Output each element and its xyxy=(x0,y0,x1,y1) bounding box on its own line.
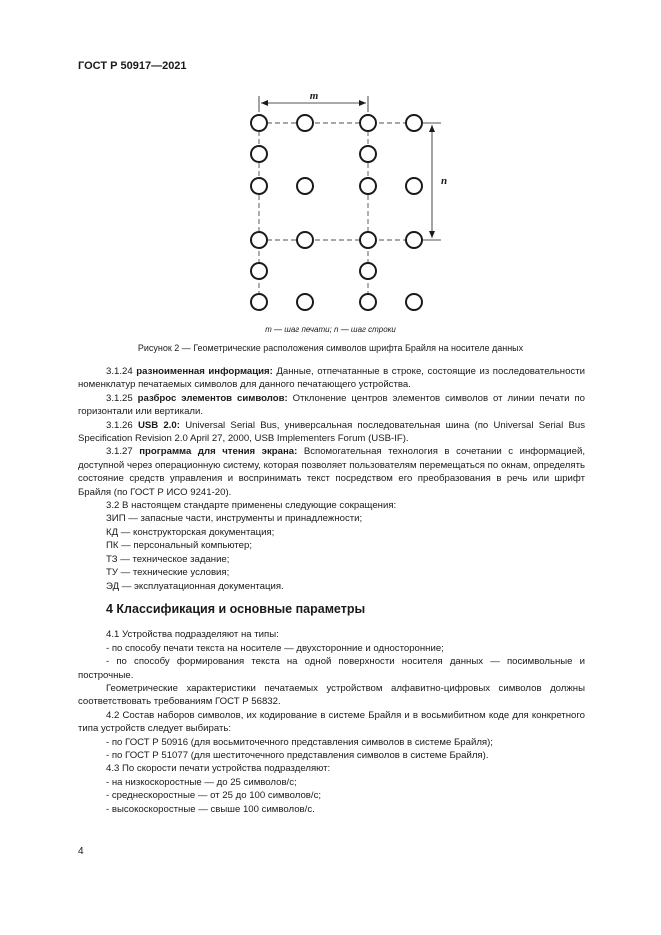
paragraph-4-3: 4.3 По скорости печати устройства подразделяют: xyxy=(106,763,331,775)
list-item: - по способу формирования текста на одной поверхности носителя данных — посимвольные и построчные. xyxy=(78,656,585,681)
dimension-n xyxy=(423,123,441,240)
list-item: - среднескоростные — от 25 до 100 символов/с; xyxy=(106,790,322,802)
abbreviation-item: КД — конструкторская документация; xyxy=(106,526,275,538)
dot xyxy=(406,294,422,310)
list-item: - высокоскоростные — свыше 100 символов/с. xyxy=(106,803,315,815)
dot xyxy=(251,146,267,162)
dot xyxy=(360,294,376,310)
abbreviation-item: ЗИП — запасные части, инструменты и принадлежности; xyxy=(106,513,363,525)
braille-diagram xyxy=(0,0,661,340)
grid-lines xyxy=(259,123,414,304)
dot xyxy=(251,115,267,131)
dot xyxy=(297,178,313,194)
document-body xyxy=(78,365,585,816)
dot xyxy=(251,178,267,194)
dot xyxy=(360,178,376,194)
definition-3-1-26: 3.1.26 USB 2.0: Universal Serial Bus, универсальная последовательная шина (по Universal Serial Bus Specification Revision 2.0 April 27, 2000, USB Implementers Forum (USB-IF). xyxy=(78,419,586,445)
dot xyxy=(360,146,376,162)
abbreviation-item: ТУ — технические условия; xyxy=(106,567,230,579)
list-item: - по ГОСТ Р 51077 (для шеститочечного представления символов в системе Брайля). xyxy=(106,749,489,761)
braille-dots xyxy=(251,115,422,310)
dot xyxy=(251,294,267,310)
dot xyxy=(406,232,422,248)
dot xyxy=(360,232,376,248)
abbreviations-intro: 3.2 В настоящем стандарте применены следующие сокращения: xyxy=(106,500,397,512)
definition-3-1-27: 3.1.27 программа для чтения экрана: Вспомогательная технология в сочетании с информацией, доступной через операционную систему, которая позволяет пользователям перемещаться по окнам, определять состояние средств управления и воспринимать текст посредством его преобразования в речь или шрифт Брайля (по ГОСТ Р ИСО 9241-20). xyxy=(78,446,585,498)
braille-figure xyxy=(0,0,661,353)
dot xyxy=(360,115,376,131)
paragraph-4-1: 4.1 Устройства подразделяют на типы: xyxy=(106,629,279,641)
label-m: m xyxy=(309,90,319,102)
paragraph-geometry: Геометрические характеристики печатаемых устройством алфавитно-цифровых символов должны соответствовать требованиям ГОСТ Р 56832. xyxy=(78,682,585,708)
list-item: - по способу печати текста на носителе — двухсторонние и односторонние; xyxy=(106,642,444,654)
abbreviation-item: ТЗ — техническое задание; xyxy=(106,553,230,565)
dot xyxy=(251,232,267,248)
label-n: n xyxy=(441,175,448,187)
paragraph-4-2: 4.2 Состав наборов символов, их кодирование в системе Брайля и в восьмибитном коде для конкретного типа устройств следует выбирать: xyxy=(78,709,585,735)
dot xyxy=(406,115,422,131)
document-header: ГОСТ Р 50917—2021 xyxy=(78,60,187,72)
definition-3-1-25: 3.1.25 разброс элементов символов: Отклонение центров элементов символов от линии печати по горизонтали или вертикали. xyxy=(78,392,585,418)
list-item: - на низкоскоростные — до 25 символов/с; xyxy=(106,776,297,788)
list-item: - по ГОСТ Р 50916 (для восьмиточечного представления символов в системе Брайля); xyxy=(106,736,493,748)
dot xyxy=(251,263,267,279)
figure-caption: Рисунок 2 — Геометрические расположения символов шрифта Брайля на носителе данных xyxy=(137,343,524,353)
dot xyxy=(360,263,376,279)
dot xyxy=(297,232,313,248)
dot xyxy=(297,294,313,310)
definition-3-1-24: 3.1.24 разноименная информация: Данные, отпечатанные в строке, состоящие из последовательности номенклатур печатаемых символов для данного печатающего устройства. xyxy=(78,366,585,391)
section-heading: 4 Классификация и основные параметры xyxy=(106,601,366,616)
dot xyxy=(297,115,313,131)
figure-legend: m — шаг печати; n — шаг строки xyxy=(265,325,396,334)
dot xyxy=(406,178,422,194)
page-number: 4 xyxy=(78,846,84,857)
abbreviation-item: ПК — персональный компьютер; xyxy=(106,540,253,552)
abbreviation-item: ЭД — эксплуатационная документация. xyxy=(106,580,284,592)
